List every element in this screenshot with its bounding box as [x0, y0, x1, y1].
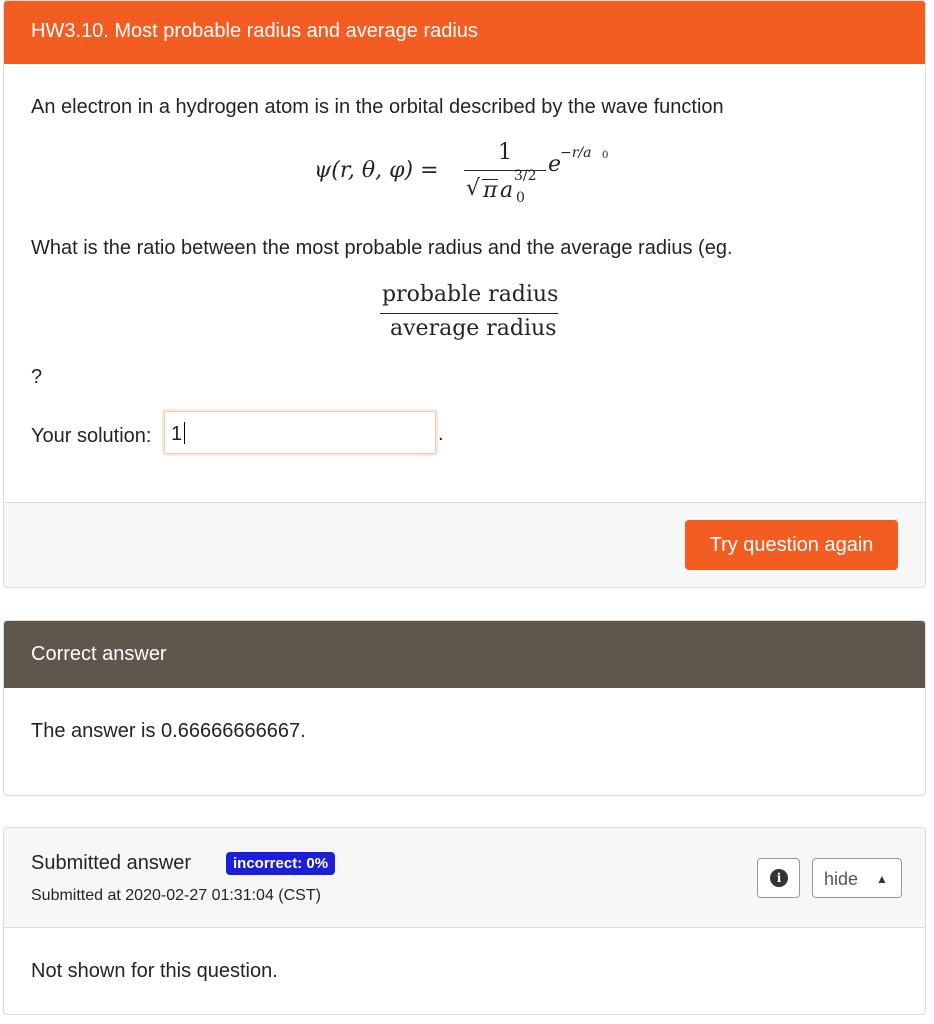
equation-exp-base: e [548, 152, 562, 177]
solution-label: Your solution: [31, 425, 152, 447]
hide-label: hide [824, 869, 859, 889]
info-button[interactable] [757, 858, 800, 898]
equation-exp-power: −r/a [560, 145, 592, 161]
correct-answer-header: Correct answer [4, 621, 925, 688]
solution-suffix: . [438, 423, 444, 445]
question-intro: An electron in a hydrogen atom is in the orbital described by the wave function [31, 96, 724, 118]
question-footer [4, 503, 925, 587]
submitted-answer-title: Submitted answer [31, 852, 192, 874]
sqrt-icon: √ [466, 176, 481, 201]
submitted-timestamp: Submitted at 2020-02-27 01:31:04 (CST) [31, 887, 321, 904]
fraction-numerator: probable radius [382, 282, 559, 307]
hide-button[interactable] [812, 858, 902, 898]
equation-pi: π [483, 178, 498, 203]
question-title: HW3.10. Most probable radius and average radius [4, 1, 925, 64]
equation-exp-power-sub: 0 [602, 150, 609, 161]
ratio-fraction-bar [380, 313, 558, 314]
submitted-answer-header [4, 828, 925, 928]
correct-answer-text: The answer is 0.66666666667. [31, 720, 306, 742]
question-prompt: What is the ratio between the most probable radius and the average radius (eg. [31, 237, 733, 259]
correct-answer-card [3, 620, 926, 796]
info-icon: i [770, 869, 788, 887]
try-question-again-button[interactable]: Try question again [685, 520, 898, 570]
question-body [4, 64, 925, 503]
equation-numerator: 1 [498, 140, 512, 165]
equation-sub: 0 [516, 190, 525, 206]
solution-input[interactable] [164, 411, 436, 454]
equation-lhs: ψ(r, θ, φ) = [314, 158, 439, 183]
question-card [3, 0, 926, 588]
solution-value: 1 [171, 423, 183, 445]
submitted-answer-body: Not shown for this question. [31, 960, 278, 982]
equation-sup: 3/2 [514, 168, 537, 184]
fraction-denominator: average radius [390, 316, 557, 341]
text-caret [184, 422, 185, 444]
chevron-up-icon: ▲ [876, 872, 888, 886]
status-badge: incorrect: 0% [226, 852, 335, 875]
equation-a: a [500, 178, 514, 203]
question-mark: ? [31, 366, 43, 388]
submitted-answer-card [3, 827, 926, 1015]
